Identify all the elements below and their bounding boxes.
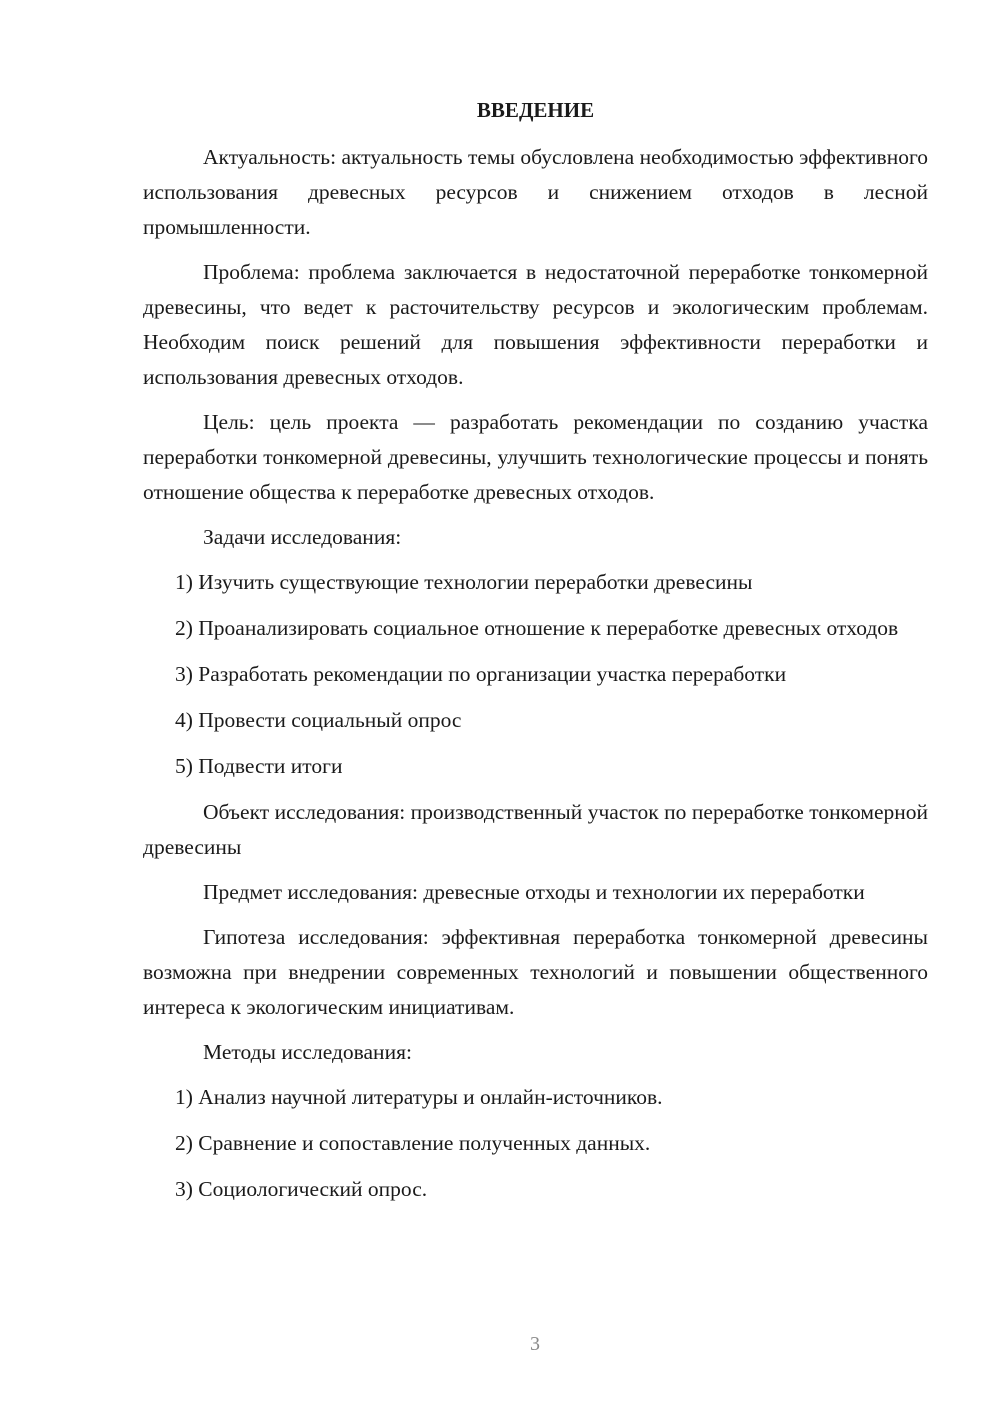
section-title: ВВЕДЕНИЕ	[476, 98, 595, 122]
task-item: 5) Подвести итоги	[175, 754, 343, 778]
relevance-paragraph: Актуальность: актуальность темы обусловлена необходимостью эффективного использования древесных ресурсов и снижением отходов в лесной промышленности.	[143, 145, 928, 239]
problem-paragraph: Проблема: проблема заключается в недостаточной переработке тонкомерной древесины, что ведет к расточительству ресурсов и экологическим проблемам. Необходим поиск решений для повышения эффективности переработки и использования древесных отходов.	[143, 260, 928, 389]
method-item: 3) Социологический опрос.	[175, 1177, 428, 1201]
task-item: 4) Провести социальный опрос	[175, 708, 462, 732]
subject-paragraph: Предмет исследования: древесные отходы и технологии их переработки	[203, 880, 865, 904]
goal-paragraph: Цель: цель проекта — разработать рекомендации по созданию участка переработки тонкомерной древесины, улучшить технологические процессы и понять отношение общества к переработке древесных отходов.	[143, 410, 928, 504]
tasks-heading: Задачи исследования:	[203, 525, 402, 549]
task-item: 2) Проанализировать социальное отношение к переработке древесных отходов	[175, 616, 899, 640]
method-item: 2) Сравнение и сопоставление полученных данных.	[175, 1131, 651, 1155]
task-item: 3) Разработать рекомендации по организации участка переработки	[175, 662, 787, 686]
object-paragraph: Объект исследования: производственный участок по переработке тонкомерной древесины	[143, 800, 928, 859]
task-item: 1) Изучить существующие технологии переработки древесины	[175, 570, 753, 594]
hypothesis-paragraph: Гипотеза исследования: эффективная переработка тонкомерной древесины возможна при внедрении современных технологий и повышении общественного интереса к экологическим инициативам.	[143, 925, 928, 1019]
document-page	[143, 92, 928, 1218]
methods-heading: Методы исследования:	[203, 1040, 412, 1064]
page-number: 3	[530, 1333, 540, 1355]
method-item: 1) Анализ научной литературы и онлайн-источников.	[175, 1085, 663, 1109]
